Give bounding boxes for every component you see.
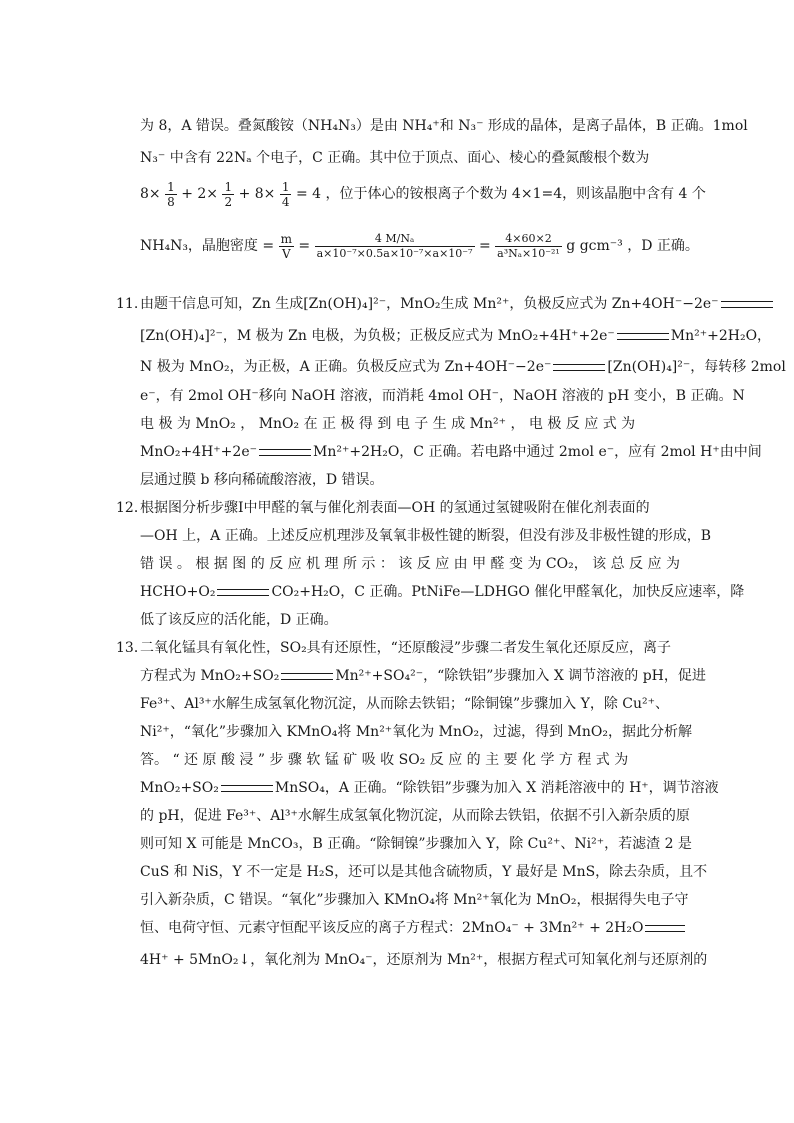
q10-math-line-4 [140, 226, 699, 266]
math-text: NH₄N₃，晶胞密度 = [140, 238, 279, 254]
text: [Zn(OH)₄]²⁻，M 极为 Zn 电极，为负极；正极反应式为 MnO₂+4H⁺+2e⁻ [140, 328, 615, 344]
q13-line-1: 二氧化锰具有氧化性，SO₂具有还原性，“还原酸浸”步骤二者发生氧化还原反应，离子 [140, 640, 671, 656]
q11-line-6 [140, 442, 762, 462]
math-text: g gcm⁻³ ，D 正确。 [566, 238, 699, 254]
denominator: 4 [281, 194, 290, 209]
equals-sign: = [478, 238, 491, 254]
numerator: 1 [167, 179, 175, 194]
equals-double-line [217, 589, 269, 596]
q13-line-9: CuS 和 NiS，Y 不一定是 H₂S，还可以是其他含硫物质，Y 最好是 MnS，除去杂质，且不 [140, 864, 708, 880]
equals-double-line [721, 301, 773, 308]
text: [Zn(OH)₄]²⁻，每转移 2mol [607, 359, 786, 375]
q10-math-line-3 [140, 176, 706, 212]
q13-line-3: Fe³⁺、Al³⁺水解生成氢氧化物沉淀，从而除去铁铝；“除铜镍”步骤加入 Y，除 Cu²⁺、 [140, 696, 670, 712]
q11-number: 11. [116, 296, 139, 312]
q12-line-5: 低了该反应的活化能，D 正确。 [140, 612, 338, 628]
math-text: + 8× [238, 186, 276, 202]
math-text: + 2× [181, 186, 219, 202]
equals-double-line [281, 673, 333, 680]
text: MnO₂+4H⁺+2e⁻ [140, 444, 257, 460]
q13-line-7: 的 pH，促进 Fe³⁺、Al³⁺水解生成氢氧化物沉淀，从而除去铁铝，依据不引入新杂质的原 [140, 808, 690, 824]
q12-number: 12． [116, 500, 148, 516]
denominator: a×10⁻⁷×0.5a×10⁻⁷×a×10⁻⁷ [316, 246, 473, 260]
numerator: 4 M/Nₐ [315, 232, 475, 247]
q12-line-1: 根据图分析步骤Ⅰ中甲醛的氧与催化剂表面—OH 的氢通过氢键吸附在催化剂表面的 [140, 500, 650, 516]
text: Mn²⁺+2H₂O，C 正确。若电路中通过 2mol e⁻，应有 2mol H⁺由中间 [313, 444, 762, 460]
equals-double-line [221, 785, 273, 792]
q13-line-6 [140, 778, 719, 798]
fraction-1-2 [222, 180, 234, 209]
numerator: 1 [224, 179, 233, 194]
q10-line-2: N₃⁻ 中含有 22Nₐ 个电子，C 正确。其中位于顶点、面心、棱心的叠氮酸根个数为 [140, 150, 650, 166]
q11-line-2 [140, 326, 771, 346]
q12-line-4 [140, 582, 744, 602]
text: CO₂+H₂O，C 正确。PtNiFe—LDHGO 催化甲醛氧化，加快反应速率，降 [271, 584, 745, 600]
q13-line-2 [140, 666, 706, 686]
fraction-1-4 [280, 180, 292, 209]
numerator: 1 [281, 179, 290, 194]
text: Mn²⁺+2H₂O， [670, 328, 772, 344]
q11-line-3 [140, 357, 786, 377]
text: 方程式为 MnO₂+SO₂ [140, 668, 280, 684]
q10-line-1: 为 8，A 错误。叠氮酸铵（NH₄N₃）是由 NH₄⁺和 N₃⁻ 形成的晶体，是离子晶体，B 正确。1mol [140, 118, 748, 134]
equals-double-line [645, 925, 685, 932]
text: 恒、电荷守恒、元素守恒配平该反应的离子方程式：2MnO₄⁻ + 3Mn²⁺ + 2H₂O [140, 920, 644, 936]
q11-line-4: e⁻，有 2mol OH⁻移向 NaOH 溶液，而消耗 4mol OH⁻，NaOH 溶液的 pH 变小，B 正确。N [140, 388, 745, 404]
fraction-m-over-v [279, 232, 294, 261]
text: MnO₂+SO₂ [140, 780, 219, 796]
text: MnSO₄，A 正确。“除铁铝”步骤为加入 X 消耗溶液中的 H⁺，调节溶液 [274, 780, 719, 796]
text: 由题干信息可知，Zn 生成[Zn(OH)₄]²⁻，MnO₂生成 Mn²⁺，负极反应式为 Zn+4OH⁻−2e⁻ [140, 296, 719, 312]
q12-line-3: 错 误 。 根 据 图 的 反 应 机 理 所 示 ： 该 反 应 由 甲 醛 变 为 CO₂， 该 总 反 应 为 [140, 556, 680, 572]
q13-number: 13． [116, 640, 148, 656]
math-text: 8× [140, 186, 161, 202]
q11-line-1 [140, 294, 775, 314]
text: N 极为 MnO₂，为正极，A 正确。负极反应式为 Zn+4OH⁻−2e⁻ [140, 359, 552, 375]
denominator: a³Nₐ×10⁻²¹ [497, 246, 560, 260]
q13-line-5: 答。 “ 还 原 酸 浸 ” 步 骤 软 锰 矿 吸 收 SO₂ 反 应 的 主 要 化 学 方 程 式 为 [140, 752, 629, 768]
fraction-density [315, 232, 475, 261]
q13-line-11 [140, 918, 687, 938]
q13-line-10: 引入新杂质，C 错误。“氧化”步骤加入 KMnO₄将 Mn²⁺氧化为 MnO₂，根据得失电子守 [140, 892, 689, 908]
q11-line-7: 层通过膜 b 移向稀硫酸溶液，D 错误。 [140, 472, 384, 488]
numerator: m [280, 231, 292, 246]
math-text: = 4 ，位于体心的铵根离子个数为 4×1=4，则该晶胞中含有 4 个 [295, 186, 706, 202]
equals-double-line [617, 333, 669, 340]
q13-line-12: 4H⁺ + 5MnO₂↓，氧化剂为 MnO₄⁻，还原剂为 Mn²⁺，根据方程式可知氧化剂与还原剂的 [140, 952, 708, 968]
numerator: 4×60×2 [495, 232, 562, 247]
q13-line-4: Ni²⁺，“氧化”步骤加入 KMnO₄将 Mn²⁺氧化为 MnO₂，过滤，得到 MnO₂，据此分析解 [140, 724, 692, 740]
equals-double-line [553, 364, 605, 371]
q11-line-5: 电 极 为 MnO₂ ， MnO₂ 在 正 极 得 到 电 子 生 成 Mn²⁺ ， 电 极 反 应 式 为 [140, 416, 636, 432]
q13-line-8: 则可知 X 可能是 MnCO₃，B 正确。“除铜镍”步骤加入 Y，除 Cu²⁺、Ni²⁺，若滤渣 2 是 [140, 836, 692, 852]
denominator: V [281, 246, 291, 261]
q12-line-2: —OH 上，A 正确。上述反应机理涉及氧氧非极性键的断裂，但没有涉及非极性键的形成，B [140, 528, 711, 544]
equals-sign: = [298, 238, 311, 254]
fraction-1-8 [165, 180, 177, 209]
equals-double-line [259, 449, 311, 456]
text: Mn²⁺+SO₄²⁻，“除铁铝”步骤加入 X 调节溶液的 pH，促进 [335, 668, 706, 684]
fraction-result [495, 232, 562, 261]
denominator: 8 [167, 194, 175, 209]
denominator: 2 [224, 194, 233, 209]
text: HCHO+O₂ [140, 584, 216, 600]
